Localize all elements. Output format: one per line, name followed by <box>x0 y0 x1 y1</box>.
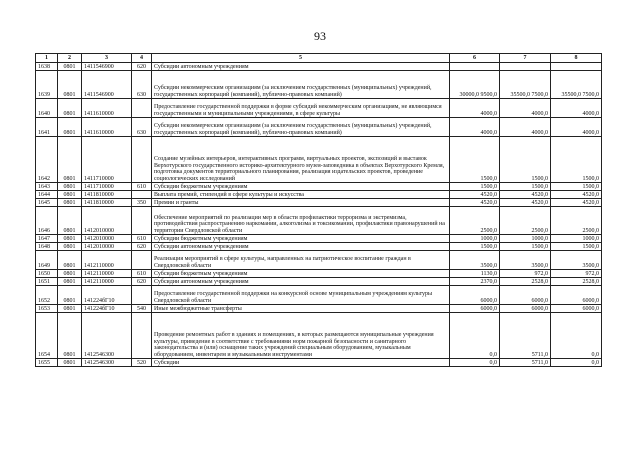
amount-cell: 0,0 <box>551 359 602 367</box>
expense-type-cell <box>132 313 152 359</box>
target-article-cell: 141224бГ10 <box>82 305 132 313</box>
target-article-cell: 1411710000 <box>82 183 132 191</box>
column-header: 1 <box>36 54 58 63</box>
description-cell: Реализация мероприятий в сфере культуры, направленных на патриотическое воспитание граждан в Свердловской области <box>152 251 450 270</box>
section-code-cell: 0801 <box>58 199 82 207</box>
amount-cell: 4520,0 <box>551 191 602 199</box>
row-number-cell: 1644 <box>36 191 58 199</box>
row-number-cell: 1652 <box>36 286 58 305</box>
row-number-cell: 1642 <box>36 137 58 183</box>
section-code-cell: 0801 <box>58 359 82 367</box>
section-code-cell: 0801 <box>58 235 82 243</box>
section-code-cell: 0801 <box>58 99 82 118</box>
amount-cell: 2500,0 <box>551 207 602 235</box>
description-cell: Создание музейных интерьеров, интерактивных программ, виртуальных проектов, экспозиций и выставок Верхотурского государственного историко-архитектурного музея-заповедника в объектах Верхотурского Кремля, подготовка документов территориального планирования, реализация издательских проектов, проведение социологических исследований <box>152 137 450 183</box>
amount-cell: 1500,0 <box>500 137 551 183</box>
section-code-cell: 0801 <box>58 63 82 71</box>
table-row <box>36 235 602 243</box>
table-row <box>36 191 602 199</box>
amount-cell: 972,0 <box>551 270 602 278</box>
row-number-cell: 1648 <box>36 243 58 251</box>
expense-type-cell <box>132 251 152 270</box>
row-number-cell: 1654 <box>36 313 58 359</box>
amount-cell: 6000,0 <box>500 286 551 305</box>
amount-cell: 4520,0 <box>500 199 551 207</box>
section-code-cell: 0801 <box>58 251 82 270</box>
amount-cell: 4000,0 <box>551 118 602 137</box>
expense-type-cell <box>132 137 152 183</box>
column-header: 4 <box>132 54 152 63</box>
amount-cell: 3500,0 <box>450 251 500 270</box>
expense-type-cell: 630 <box>132 71 152 99</box>
table-row <box>36 183 602 191</box>
description-cell: Иные межбюджетные трансферты <box>152 305 450 313</box>
amount-cell: 1500,0 <box>450 137 500 183</box>
target-article-cell: 1412010000 <box>82 235 132 243</box>
expense-type-cell: 610 <box>132 270 152 278</box>
target-article-cell: 1411546900 <box>82 63 132 71</box>
expense-type-cell <box>132 191 152 199</box>
description-cell: Субсидии бюджетным учреждениям <box>152 235 450 243</box>
table-row <box>36 199 602 207</box>
description-cell: Субсидии некоммерческим организациям (за исключением государственных (муниципальных) учреждений, государственных корпораций (компаний), публично-правовых компаний) <box>152 71 450 99</box>
description-cell: Субсидии бюджетным учреждениям <box>152 270 450 278</box>
amount-cell: 4000,0 <box>450 99 500 118</box>
amount-cell: 6000,0 <box>450 286 500 305</box>
page-number: 93 <box>314 29 326 43</box>
amount-cell: 972,0 <box>500 270 551 278</box>
expense-type-cell: 620 <box>132 243 152 251</box>
section-code-cell: 0801 <box>58 313 82 359</box>
amount-cell: 0,0 <box>450 313 500 359</box>
expense-type-cell: 610 <box>132 183 152 191</box>
amount-cell: 35500,0 7500,0 <box>551 71 602 99</box>
amount-cell: 5711,0 <box>500 359 551 367</box>
amount-cell: 1500,0 <box>500 183 551 191</box>
amount-cell: 2370,0 <box>450 278 500 286</box>
section-code-cell: 0801 <box>58 207 82 235</box>
target-article-cell: 1411710000 <box>82 137 132 183</box>
amount-cell: 4000,0 <box>450 118 500 137</box>
table-row <box>36 305 602 313</box>
row-number-cell: 1653 <box>36 305 58 313</box>
amount-cell: 2500,0 <box>450 207 500 235</box>
section-code-cell: 0801 <box>58 286 82 305</box>
amount-cell: 2528,0 <box>551 278 602 286</box>
amount-cell: 4000,0 <box>500 118 551 137</box>
row-number-cell: 1651 <box>36 278 58 286</box>
amount-cell: 1500,0 <box>500 243 551 251</box>
amount-cell: 1000,0 <box>551 235 602 243</box>
amount-cell: 6000,0 <box>450 305 500 313</box>
amount-cell <box>551 63 602 71</box>
table-row <box>36 63 602 71</box>
row-number-cell: 1650 <box>36 270 58 278</box>
target-article-cell: 1412010000 <box>82 243 132 251</box>
amount-cell: 6000,0 <box>551 305 602 313</box>
expense-type-cell <box>132 207 152 235</box>
description-cell: Выплата премий, стипендий в сфере культуры и искусства <box>152 191 450 199</box>
expense-type-cell: 620 <box>132 278 152 286</box>
amount-cell: 1500,0 <box>450 243 500 251</box>
description-cell: Проведение ремонтных работ в зданиях и помещениях, в которых размещаются муниципальные учреждения культуры, приведение в соответствие с требованиями норм пожарной безопасности и санитарного законодательства и (или) оснащение таких учреждений специальным оборудованием, музыкальным оборудованием, инвентарем и музыкальными инструментами <box>152 313 450 359</box>
row-number-cell: 1640 <box>36 99 58 118</box>
amount-cell: 1500,0 <box>551 243 602 251</box>
column-header: 5 <box>152 54 450 63</box>
amount-cell: 4520,0 <box>500 191 551 199</box>
amount-cell: 4000,0 <box>500 99 551 118</box>
row-number-cell: 1645 <box>36 199 58 207</box>
amount-cell: 4520,0 <box>551 199 602 207</box>
amount-cell: 3500,0 <box>500 251 551 270</box>
section-code-cell: 0801 <box>58 270 82 278</box>
description-cell: Субсидии <box>152 359 450 367</box>
description-cell: Премии и гранты <box>152 199 450 207</box>
section-code-cell: 0801 <box>58 243 82 251</box>
amount-cell: 1000,0 <box>450 235 500 243</box>
amount-cell: 4520,0 <box>450 199 500 207</box>
section-code-cell: 0801 <box>58 191 82 199</box>
description-cell: Обеспечение мероприятий по реализации мер в области профилактики терроризма и экстремизма, противодействия распространению наркомании, алкоголизма и токсикомании, профилактики правонарушений на территории Свердловской области <box>152 207 450 235</box>
amount-cell <box>450 63 500 71</box>
table-row <box>36 278 602 286</box>
target-article-cell: 1412546300 <box>82 313 132 359</box>
amount-cell: 6000,0 <box>551 286 602 305</box>
column-header: 6 <box>450 54 500 63</box>
table-row <box>36 207 602 235</box>
table-row <box>36 71 602 99</box>
description-cell: Субсидии некоммерческим организациям (за исключением государственных (муниципальных) учреждений, государственных корпораций (компаний), публично-правовых компаний) <box>152 118 450 137</box>
section-code-cell: 0801 <box>58 278 82 286</box>
amount-cell: 0,0 <box>551 313 602 359</box>
target-article-cell: 1411810000 <box>82 191 132 199</box>
amount-cell: 5711,0 <box>500 313 551 359</box>
description-cell: Субсидии бюджетным учреждениям <box>152 183 450 191</box>
table-row <box>36 359 602 367</box>
expense-type-cell: 540 <box>132 305 152 313</box>
amount-cell: 0,0 <box>450 359 500 367</box>
expense-type-cell: 620 <box>132 63 152 71</box>
target-article-cell: 141224бГ10 <box>82 286 132 305</box>
amount-cell: 4000,0 <box>551 99 602 118</box>
amount-cell: 1000,0 <box>500 235 551 243</box>
row-number-cell: 1641 <box>36 118 58 137</box>
table-body <box>36 63 602 367</box>
amount-cell: 1500,0 <box>551 183 602 191</box>
description-cell: Субсидии автономным учреждениям <box>152 63 450 71</box>
table-row <box>36 118 602 137</box>
amount-cell: 35500,0 7500,0 <box>500 71 551 99</box>
amount-cell: 2500,0 <box>500 207 551 235</box>
amount-cell <box>500 63 551 71</box>
amount-cell: 4520,0 <box>450 191 500 199</box>
row-number-cell: 1647 <box>36 235 58 243</box>
target-article-cell: 1411610000 <box>82 118 132 137</box>
row-number-cell: 1643 <box>36 183 58 191</box>
amount-cell: 30000,0 9500,0 <box>450 71 500 99</box>
amount-cell: 2528,0 <box>500 278 551 286</box>
expense-type-cell: 350 <box>132 199 152 207</box>
amount-cell: 1500,0 <box>450 183 500 191</box>
row-number-cell: 1646 <box>36 207 58 235</box>
table-row <box>36 313 602 359</box>
column-header: 2 <box>58 54 82 63</box>
target-article-cell: 1412010000 <box>82 207 132 235</box>
section-code-cell: 0801 <box>58 183 82 191</box>
section-code-cell: 0801 <box>58 305 82 313</box>
target-article-cell: 1411610000 <box>82 99 132 118</box>
section-code-cell: 0801 <box>58 137 82 183</box>
row-number-cell: 1639 <box>36 71 58 99</box>
row-number-cell: 1649 <box>36 251 58 270</box>
table-row <box>36 99 602 118</box>
budget-table <box>35 53 602 367</box>
row-number-cell: 1655 <box>36 359 58 367</box>
header-row <box>36 54 602 63</box>
expense-type-cell: 630 <box>132 118 152 137</box>
target-article-cell: 1412546300 <box>82 359 132 367</box>
section-code-cell: 0801 <box>58 118 82 137</box>
column-header: 3 <box>82 54 132 63</box>
column-header: 8 <box>551 54 602 63</box>
table-row <box>36 251 602 270</box>
description-cell: Предоставление государственной поддержки на конкурсной основе муниципальным учреждениям культуры Свердловской области <box>152 286 450 305</box>
expense-type-cell: 520 <box>132 359 152 367</box>
target-article-cell: 1411810000 <box>82 199 132 207</box>
table-row <box>36 270 602 278</box>
expense-type-cell <box>132 99 152 118</box>
section-code-cell: 0801 <box>58 71 82 99</box>
description-cell: Предоставление государственной поддержки в форме субсидий некоммерческим организациям, не являющимся государственными и муниципальными учреждениями, в сфере культуры <box>152 99 450 118</box>
target-article-cell: 1412110000 <box>82 251 132 270</box>
table-row <box>36 137 602 183</box>
description-cell: Субсидии автономным учреждениям <box>152 278 450 286</box>
description-cell: Субсидии автономным учреждениям <box>152 243 450 251</box>
amount-cell: 1500,0 <box>551 137 602 183</box>
table-row <box>36 243 602 251</box>
target-article-cell: 1412110000 <box>82 270 132 278</box>
expense-type-cell: 610 <box>132 235 152 243</box>
amount-cell: 3500,0 <box>551 251 602 270</box>
table-row <box>36 286 602 305</box>
amount-cell: 1130,0 <box>450 270 500 278</box>
target-article-cell: 1412110000 <box>82 278 132 286</box>
amount-cell: 6000,0 <box>500 305 551 313</box>
column-header: 7 <box>500 54 551 63</box>
row-number-cell: 1638 <box>36 63 58 71</box>
expense-type-cell <box>132 286 152 305</box>
target-article-cell: 1411546900 <box>82 71 132 99</box>
